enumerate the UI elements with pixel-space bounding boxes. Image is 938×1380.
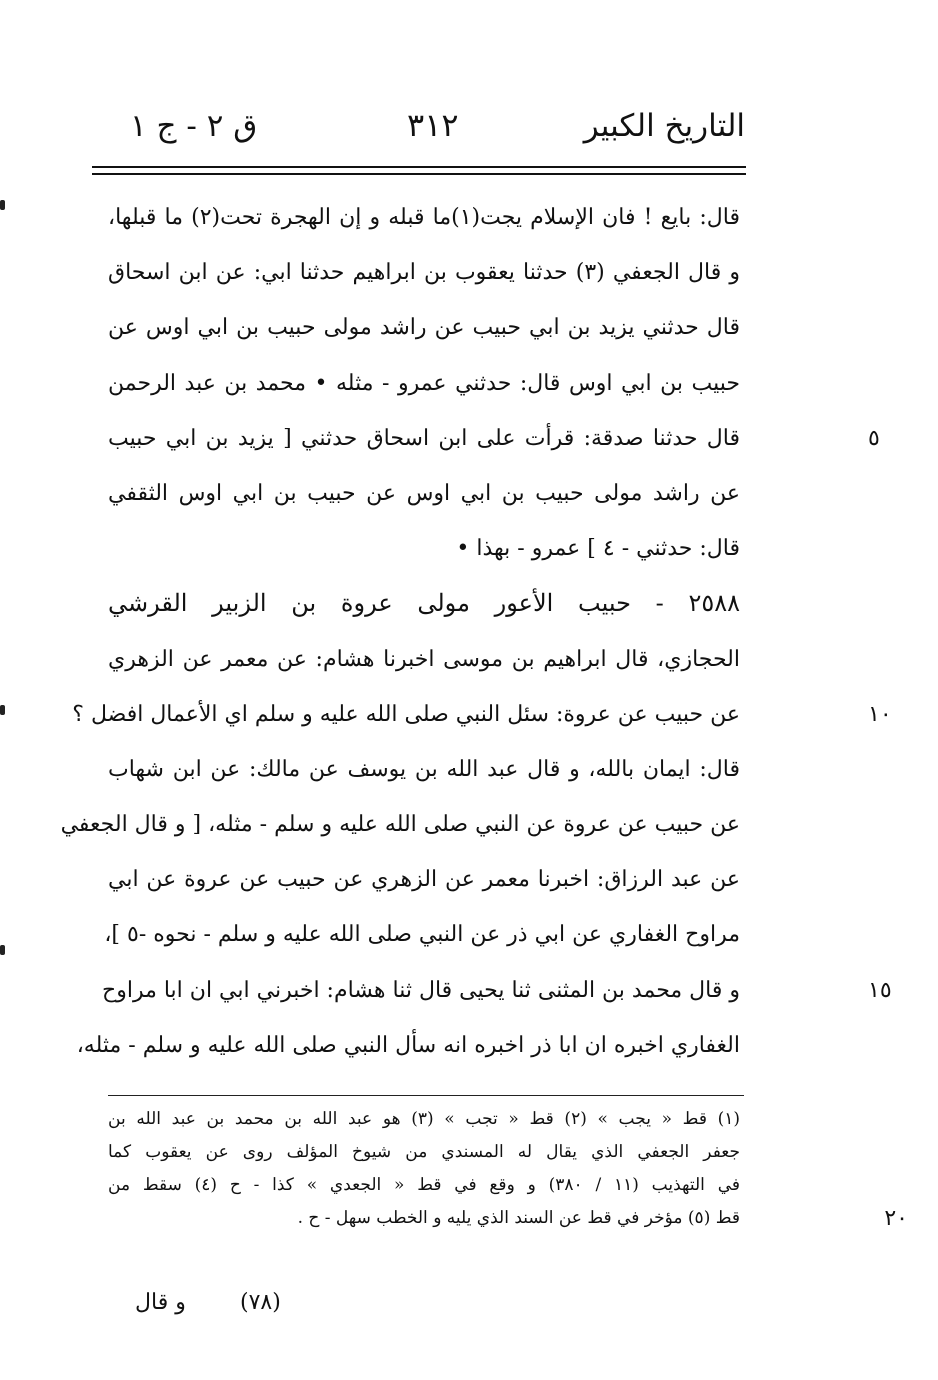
running-title: التاريخ الكبير <box>583 108 745 144</box>
text-line <box>108 411 880 466</box>
entry-heading: ٢٥٨٨ - حبيب الأعور مولى عروة بن الزبير القرشي <box>108 589 740 618</box>
text-line: عن راشد مولى حبيب بن ابي اوس عن حبيب بن ابي اوس الثقفي <box>108 480 740 506</box>
line-number: ٥ <box>868 425 880 451</box>
catchword: و قال <box>135 1290 186 1315</box>
text-line: عن حبيب عن عروة عن النبي صلى الله عليه و سلم - مثله، [ و قال الجعفي <box>60 812 740 838</box>
footnote-line: (١) قط « يجب » (٢) قط « تجب » (٣) هو عبد الله بن محمد بن عبد الله بن <box>108 1109 741 1129</box>
text-line: و قال الجعفي (٣) حدثنا يعقوب بن ابراهيم حدثنا ابي: عن ابن اسحاق <box>108 260 740 286</box>
text-line: قال حدثني يزيد بن ابي حبيب عن راشد مولى حبيب بن ابي اوس عن <box>108 315 740 341</box>
text-line-content: قال حدثنا صدقة: قرأت على ابن اسحاق حدثني [ يزيد بن ابي حبيب <box>108 425 740 451</box>
text-line: قال: حدثني - ٤ ] عمرو - بهذا • <box>456 536 740 562</box>
part-volume-label: ق ٢ - ج ١ <box>130 108 258 144</box>
header-rule-top <box>92 166 746 168</box>
text-line: قال: بايع ! فان الإسلام يجت(١)ما قبله و إن الهجرة تحت(٢) ما قبلها، <box>108 205 740 230</box>
text-line: قال: ايمان بالله، و قال عبد الله بن يوسف عن مالك: عن ابن شهاب <box>108 756 740 782</box>
footnote-line: جعفر الجعفي الذي يقال له المسندي من شيوخ المؤلف روى عن يعقوب كما <box>108 1142 740 1162</box>
line-number: ٢٠ <box>884 1206 908 1231</box>
footnote-separator <box>108 1095 744 1096</box>
footnote-line: في التهذيب (١١ / ٣٨٠) و وقع في قط « الجعدي » كذا - ح (٤) سقط من <box>108 1175 740 1195</box>
line-number: ١٥ <box>868 977 892 1003</box>
footnotes <box>108 1103 908 1235</box>
scan-edge-mark <box>0 945 5 955</box>
text-line <box>72 687 892 742</box>
text-line: الغفاري اخبره ان ابا ذر اخبره انه سأل النبي صلى الله عليه و سلم - مثله، <box>76 1032 740 1058</box>
footnote-line <box>108 1202 908 1235</box>
text-line: عن عبد الرزاق: اخبرنا معمر عن الزهري عن حبيب عن عروة عن ابي <box>108 867 740 893</box>
footnote-line-content: قط (٥) مؤخر في قط عن السند الذي يليه و الخطب سهل - ح . <box>297 1208 740 1228</box>
text-line <box>102 963 892 1018</box>
text-line-content: و قال محمد بن المثنى ثنا يحيى قال ثنا هشام: اخبرني ابي ان ابا مراوح <box>102 977 740 1003</box>
line-number: ١٠ <box>868 701 892 727</box>
text-line: حبيب بن ابي اوس قال: حدثني عمرو - مثله • محمد بن عبد الرحمن <box>108 370 740 396</box>
text-line-content: عن حبيب عن عروة: سئل النبي صلى الله عليه و سلم اي الأعمال افضل ؟ <box>72 701 740 727</box>
page-number: ٣١٢ <box>407 106 459 144</box>
scan-edge-mark <box>0 705 5 715</box>
header-rule-bottom <box>92 173 746 175</box>
text-line: مراوح الغفاري عن ابي ذر عن النبي صلى الله عليه و سلم - نحوه -٥ ]، <box>104 922 740 948</box>
scan-edge-mark <box>0 200 5 210</box>
page-header <box>95 100 745 160</box>
main-text <box>60 190 892 1073</box>
page-footer <box>135 1290 435 1330</box>
text-line: الحجازي، قال ابراهيم بن موسى اخبرنا هشام: عن معمر عن الزهري <box>108 646 740 672</box>
signature-mark: (٧٨) <box>240 1290 281 1315</box>
